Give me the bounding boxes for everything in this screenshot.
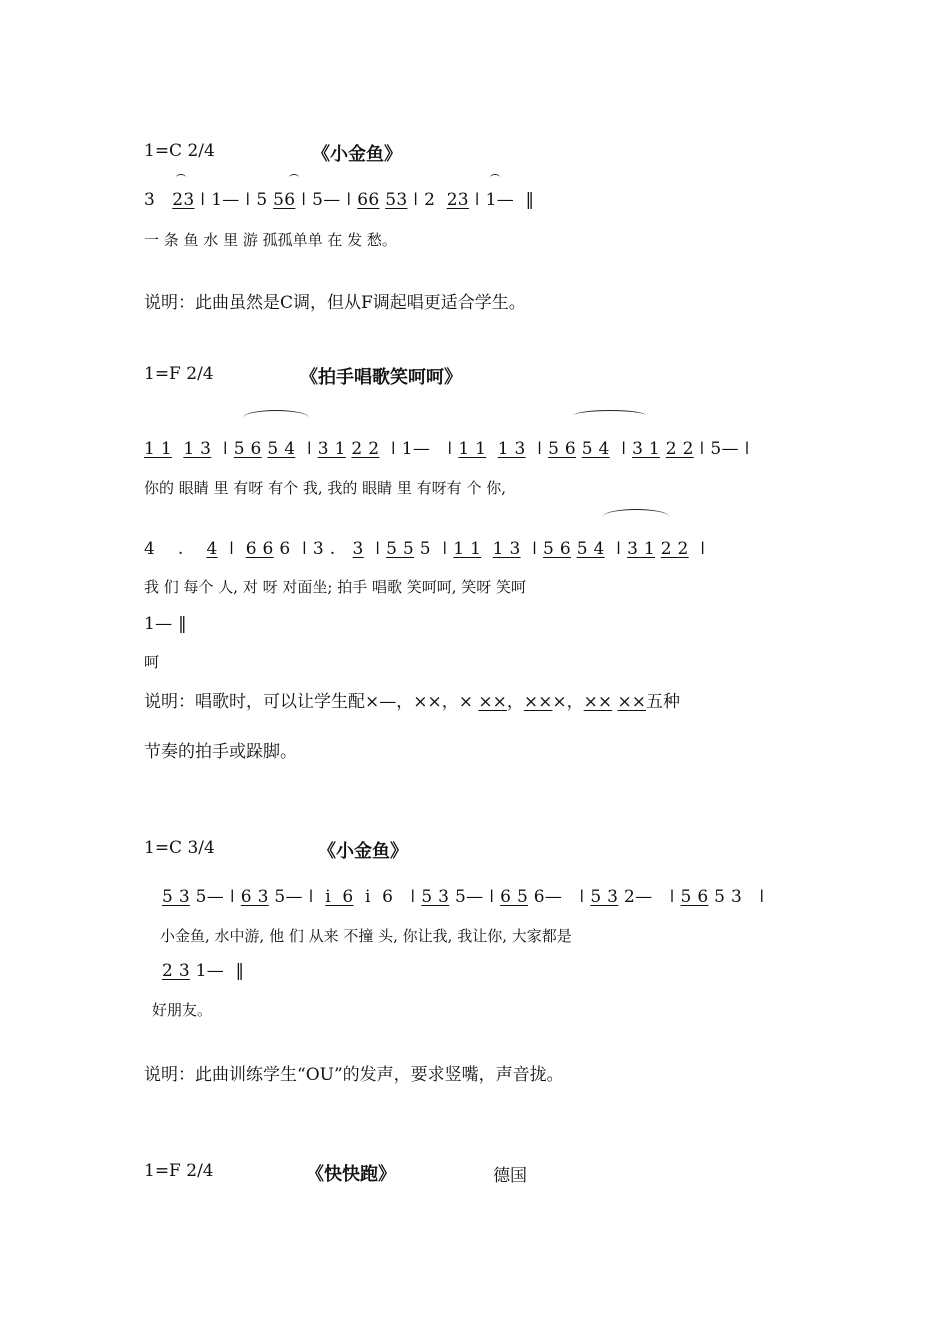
notation-segment: ǀ [295, 439, 318, 459]
underlined-note-group: ×× [523, 692, 553, 712]
underlined-note-group: 4 [206, 539, 218, 559]
underlined-note-group: 5 3 [590, 887, 619, 907]
notation-segment: 1— ‖ [189, 961, 245, 981]
underlined-note-group: 5 6 [543, 539, 571, 559]
song2-title: 《拍手唱歌笑呵呵》 [300, 367, 462, 388]
song3-notation-line1 [162, 887, 765, 907]
underlined-note-group: 66 [357, 190, 380, 210]
song2-lyrics-line3: 呵 [144, 653, 160, 671]
notation-segment: 5— ǀ [189, 887, 241, 907]
song4-key: 1=F 2/4 [144, 1161, 214, 1181]
song2-note-line1 [144, 687, 680, 712]
underlined-note-group: i 6 [325, 887, 354, 907]
song3-lyrics-line2: 好朋友。 [152, 1001, 213, 1019]
song2-lyrics-line2: 我 们 每个 人, 对 呀 对面坐; 拍手 唱歌 笑呵呵, 笑呀 笑呵 [144, 578, 527, 596]
notation-segment: ǀ [363, 539, 387, 559]
notation-segment: ǀ [604, 539, 628, 559]
underlined-note-group: 5 4 [576, 539, 605, 559]
song2-note-line2: 节奏的拍手或跺脚。 [144, 742, 297, 762]
notation-segment [481, 539, 492, 559]
underlined-note-group: 3 1 [627, 539, 655, 559]
underlined-note-group: 1 3 [492, 539, 521, 559]
song2-notation-line3: 1— ‖ [144, 614, 187, 634]
underlined-note-group: ×× [617, 692, 647, 712]
underlined-note-group: 56 [273, 190, 296, 210]
song1-title: 《小金鱼》 [312, 144, 402, 165]
notation-segment: ǀ 2 [407, 190, 447, 210]
underlined-note-group: 5 4 [267, 439, 296, 459]
underlined-note-group: 5 6 [233, 439, 262, 459]
underlined-note-group: 23 [446, 190, 469, 210]
song3-key: 1=C 3/4 [144, 838, 215, 858]
song2-slur-2 [574, 410, 646, 421]
notation-segment [486, 439, 497, 459]
notation-segment: ǀ [609, 439, 633, 459]
notation-segment: 4 . [144, 539, 207, 559]
notation-segment: 五种 [646, 692, 681, 712]
song2-notation-line2 [144, 539, 705, 559]
notation-segment: ǀ 5— ǀ [693, 439, 750, 459]
underlined-note-group: 5 3 [162, 887, 190, 907]
notation-segment: ǀ 1— ǀ [379, 439, 459, 459]
notation-segment: ǀ [688, 539, 706, 559]
underlined-note-group: 2 3 [162, 961, 190, 981]
song4-title: 《快快跑》 [306, 1164, 396, 1185]
underlined-note-group: 1 1 [458, 439, 487, 459]
song4-origin: 德国 [493, 1166, 527, 1186]
notation-segment: 5— ǀ [268, 887, 326, 907]
underlined-note-group: 5 6 [680, 887, 709, 907]
underlined-note-group: 5 4 [581, 439, 610, 459]
song1-lyrics: 一 条 鱼 水 里 游 孤孤单单 在 发 愁。 [144, 231, 397, 249]
song2-slur-3 [603, 509, 669, 524]
song1-note: 说明：此曲虽然是C调，但从F调起唱更适合学生。 [144, 293, 526, 313]
song2-slur-1 [243, 410, 309, 425]
notation-segment: ǀ 1— ‖ [468, 190, 535, 210]
song2-lyrics-line1: 你的 眼睛 里 有呀 有个 我, 我的 眼睛 里 有呀有 个 你, [144, 479, 506, 497]
underlined-note-group: ×× [478, 692, 507, 712]
song3-note: 说明：此曲训练学生“OU”的发声，要求竖嘴，声音拢。 [144, 1065, 564, 1085]
underlined-note-group: 2 2 [351, 439, 380, 459]
notation-segment: 5— ǀ [449, 887, 501, 907]
notation-segment: i 6 ǀ [353, 887, 422, 907]
song3-lyrics-line1: 小金鱼, 水中游, 他 们 从来 不撞 头, 你让我, 我让你, 大家都是 [160, 927, 572, 945]
song1-tie-1 [176, 174, 186, 181]
notation-segment: ， [506, 692, 524, 712]
notation-segment: ǀ [525, 439, 549, 459]
underlined-note-group: 5 3 [421, 887, 450, 907]
song2-key: 1=F 2/4 [144, 364, 214, 384]
underlined-note-group: 2 2 [660, 539, 689, 559]
notation-segment: 说明：唱歌时，可以让学生配×—，××，× [144, 692, 479, 712]
underlined-note-group: 1 1 [144, 439, 172, 459]
notation-segment: ǀ [211, 439, 234, 459]
notation-segment: ×， [552, 692, 584, 712]
song1-notation [144, 190, 534, 210]
notation-segment: ǀ 1— ǀ 5 [194, 190, 274, 210]
underlined-note-group: 3 1 [632, 439, 661, 459]
underlined-note-group: 3 [352, 539, 364, 559]
song3-notation-line2 [162, 961, 244, 981]
underlined-note-group: 5 6 [548, 439, 577, 459]
song3-title: 《小金鱼》 [318, 841, 408, 862]
underlined-note-group: 1 3 [183, 439, 212, 459]
notation-segment: ǀ [217, 539, 246, 559]
underlined-note-group: 3 1 [317, 439, 346, 459]
underlined-note-group: ×× [583, 692, 613, 712]
underlined-note-group: 23 [172, 190, 195, 210]
notation-segment: 5 3 ǀ [708, 887, 765, 907]
underlined-note-group: 5 5 [386, 539, 415, 559]
song1-tie-2 [289, 174, 299, 181]
underlined-note-group: 6 3 [240, 887, 269, 907]
notation-segment: 5 ǀ [414, 539, 454, 559]
notation-segment: ǀ [520, 539, 544, 559]
underlined-note-group: 1 1 [453, 539, 482, 559]
song1-key: 1=C 2/4 [144, 141, 215, 161]
underlined-note-group: 6 5 [500, 887, 529, 907]
notation-segment [172, 439, 183, 459]
song2-notation-line1 [144, 439, 750, 459]
underlined-note-group: 2 2 [665, 439, 694, 459]
underlined-note-group: 1 3 [497, 439, 526, 459]
notation-segment: 2— ǀ [618, 887, 681, 907]
underlined-note-group: 53 [385, 190, 408, 210]
underlined-note-group: 6 6 [245, 539, 274, 559]
notation-segment: 3 [144, 190, 173, 210]
notation-segment: 6 ǀ 3 . [273, 539, 353, 559]
notation-segment: 6— ǀ [528, 887, 591, 907]
notation-segment: ǀ 5— ǀ [295, 190, 358, 210]
song1-tie-3 [490, 174, 500, 181]
